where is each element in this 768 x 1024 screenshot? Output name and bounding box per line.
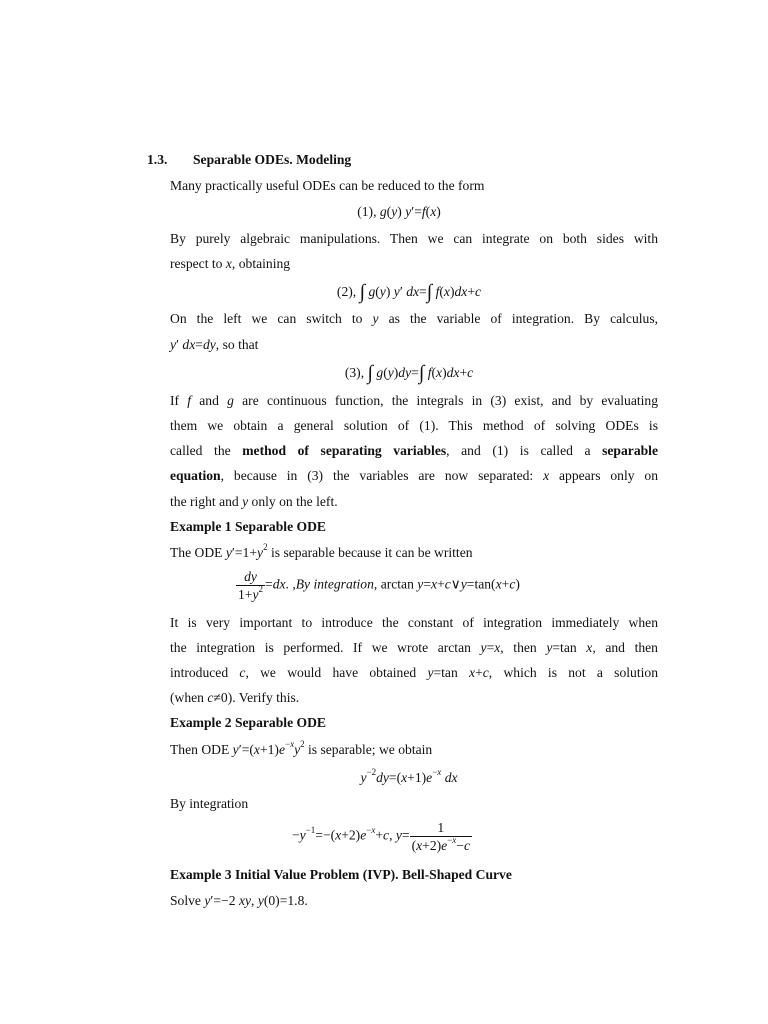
paragraph-line: On the left we can switch to y as the variable of integration. By calculus, (170, 311, 659, 326)
paragraph-line: It is very important to introduce the constant of integration immediately when (170, 615, 658, 630)
equation-example-2: $y^{-2}dy=(x+1)e^{-x}$ dx (360, 767, 458, 785)
equation-1: (1), g(y) y′=f(x) (357, 204, 441, 219)
paragraph-line: Then ODE $y'=(x+1)e^{-x}y^2$ is separable; we obtain (170, 739, 433, 757)
paragraph-line: equation, because in (3) the variables are now separated: x appears only on (170, 468, 659, 483)
section-number: 1.3. (147, 152, 168, 167)
paragraph-line: respect to x, obtaining (170, 256, 291, 271)
paragraph-line: Many practically useful ODEs can be reduced to the form (170, 178, 485, 193)
paragraph-line: introduced c, we would have obtained y=tan x+c, which is not a solution (170, 665, 658, 680)
example-3-heading: Example 3 Initial Value Problem (IVP). Bell-Shaped Curve (170, 867, 512, 882)
equation-example-1: $\frac{dy}{1+y^2}$ =dx. ,By integration, arctan y=x+c∨y=tan(x+c) (238, 569, 520, 602)
paragraph-line: If f and g are continuous function, the integrals in (3) exist, and by evaluating (170, 393, 658, 408)
equation-example-2-result: $-y^{-1}=-(x+2)e^{-x}+c$, y= $\frac{1}{(x+2)e^{-x}-c}$ (292, 820, 470, 853)
paragraph-line: Solve y′=−2 xy, y(0)=1.8. (170, 893, 308, 908)
paragraph-line: the right and y only on the left. (170, 494, 338, 509)
paragraph-line: By purely algebraic manipulations. Then we can integrate on both sides with (170, 231, 658, 246)
paragraph-line: the integration is performed. If we wrote arctan y=x, then y=tan x, and then (170, 640, 658, 655)
paragraph-line: called the method of separating variables, and (1) is called a separable (170, 443, 658, 458)
paragraph-line: y′ dx=dy, so that (170, 337, 259, 352)
paragraph-line: The ODE $y'=1+y^2$ is separable because it can be written (170, 542, 473, 560)
paragraph-line: (when c≠0). Verify this. (170, 690, 300, 705)
equation-2: (2), ∫ g(y) y′ dx=∫ f(x)dx+c (336, 281, 482, 303)
example-2-heading: Example 2 Separable ODE (170, 715, 326, 730)
equation-3: (3), ∫ g(y)dy=∫ f(x)dx+c (344, 362, 474, 384)
paragraph-line: By integration (170, 796, 249, 811)
paragraph-line: them we obtain a general solution of (1). This method of solving ODEs is (170, 418, 658, 433)
example-1-heading: Example 1 Separable ODE (170, 519, 326, 534)
section-title: Separable ODEs. Modeling (193, 152, 352, 167)
